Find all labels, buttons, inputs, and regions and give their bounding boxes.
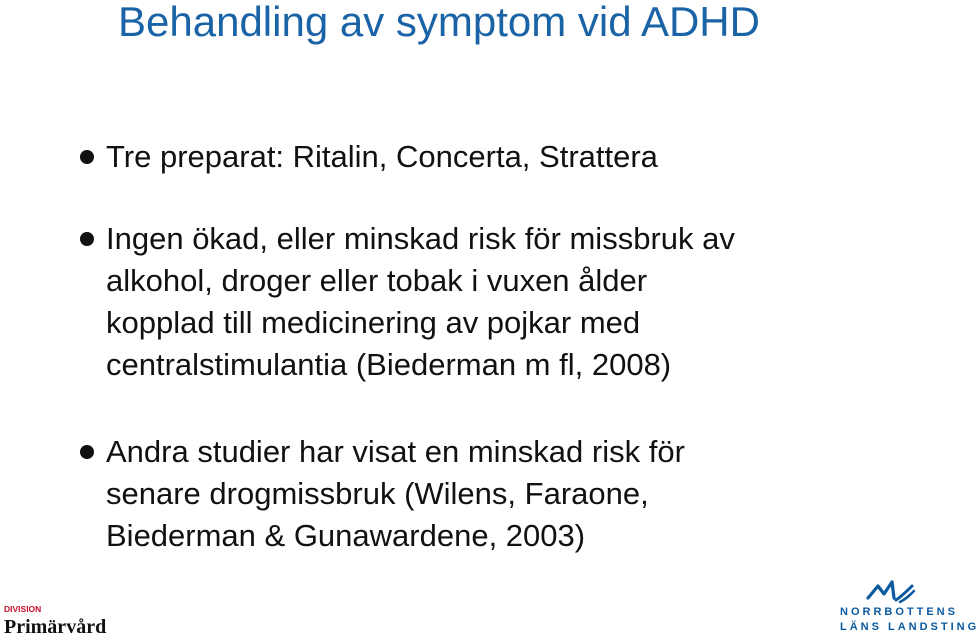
- logo-text-line1: NORRBOTTENS: [840, 606, 958, 618]
- bullet-text: [106, 218, 735, 386]
- bullet-line: Ingen ökad, eller minskad risk för missbruk av: [106, 221, 735, 256]
- footer-division: [4, 603, 106, 638]
- bullet-dot-icon: [80, 150, 94, 164]
- bullet-dot-icon: [80, 232, 94, 246]
- bullet-line: Andra studier har visat en minskad risk för: [106, 434, 685, 469]
- bullet-line: senare drogmissbruk (Wilens, Faraone,: [106, 476, 649, 511]
- division-label: DIVISION: [4, 604, 42, 614]
- landsting-wave-icon: [866, 578, 916, 604]
- logo-wave-stroke-1: [896, 586, 912, 600]
- logo-text-line2: LÄNS LANDSTING: [840, 621, 979, 633]
- bullet-dot-icon: [80, 445, 94, 459]
- bullet-text: [106, 136, 658, 178]
- bullet-line: centralstimulantia (Biederman m fl, 2008): [106, 347, 672, 382]
- norrbotten-logo: [826, 578, 979, 639]
- bullet-text: [106, 431, 685, 557]
- bullet-line: Tre preparat: Ritalin, Concerta, Strattera: [106, 139, 658, 174]
- slide-title: Behandling av symptom vid ADHD: [118, 0, 760, 45]
- bullet-line: kopplad till medicinering av pojkar med: [106, 305, 641, 340]
- logo-peak-stroke: [868, 582, 892, 598]
- logo-vertical-stroke: [892, 582, 894, 598]
- division-name: Primärvård: [4, 616, 107, 638]
- bullet-line: alkohol, droger eller tobak i vuxen ålder: [106, 263, 648, 298]
- bullet-line: Biederman & Gunawardene, 2003): [106, 518, 586, 553]
